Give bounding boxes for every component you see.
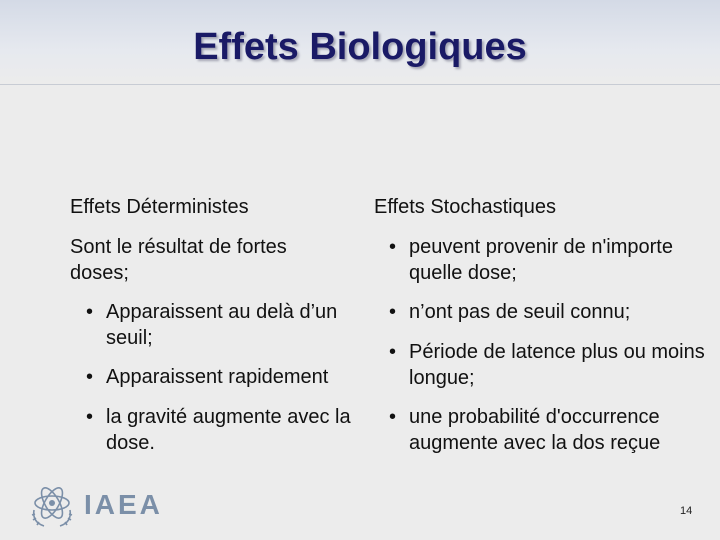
bullet-text: peuvent provenir de n'importe quelle dose; [409,236,673,284]
iaea-emblem-icon [26,480,78,530]
stochastic-bullet-1 [389,234,720,286]
bullet-text: la gravité augmente avec la dose. [106,406,351,454]
bullet-dot: • [389,301,397,323]
deterministic-bullet-2 [86,364,381,390]
iaea-logo [26,480,166,530]
deterministic-bullet-1 [86,299,381,351]
deterministic-bullet-3 [86,404,381,456]
bullet-text: Apparaissent au delà d’un seuil; [106,301,338,349]
bullet-text: Apparaissent rapidement [106,366,329,388]
bullet-dot: • [389,236,397,258]
bullet-text: n’ont pas de seuil connu; [409,301,631,323]
bullet-text: une probabilité d'occurrence augmente avec la dos reçue [409,406,661,454]
stochastic-bullet-4 [389,404,720,456]
slide-title: Effets Biologiques [193,26,527,68]
heading-deterministic: Effets Déterministes [70,196,249,218]
stochastic-bullet-2 [389,299,720,325]
bullet-dot: • [389,406,397,428]
bullet-dot: • [86,301,94,323]
bullet-dot: • [389,341,397,363]
bullet-dot: • [86,406,94,428]
deterministic-intro: Sont le résultat de fortes doses; [70,236,287,284]
page-number: 14 [680,505,693,517]
stochastic-bullet-3 [389,339,709,391]
heading-stochastic: Effets Stochastiques [374,196,556,218]
bullet-dot: • [86,366,94,388]
bullet-text: Période de latence plus ou moins longue; [409,341,705,389]
logo-text: IAEA [84,489,163,520]
